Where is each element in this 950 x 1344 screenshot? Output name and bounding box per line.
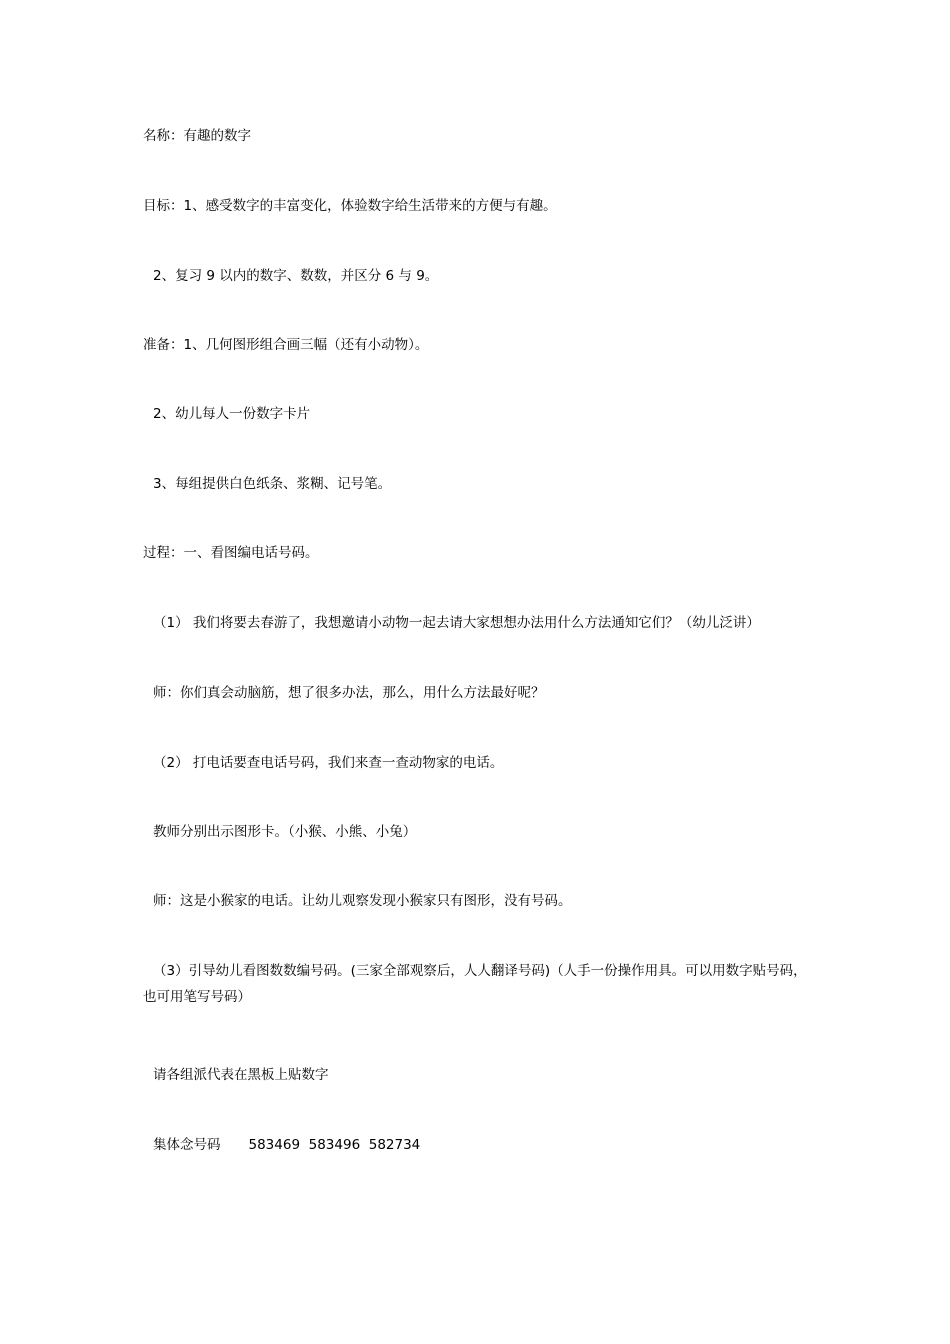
goal-1: 目标：1、感受数字的丰富变化，体验数字给生活带来的方便与有趣。 — [143, 198, 557, 214]
step-2: （2） 打电话要查电话号码，我们来查一查动物家的电话。 — [153, 755, 504, 771]
phone-numbers: 583469 583496 582734 — [248, 1137, 421, 1153]
prep-1: 准备：1、几何图形组合画三幅（还有小动物）。 — [143, 337, 429, 353]
teacher-line-2: 师：这是小猴家的电话。让幼儿观察发现小猴家只有图形，没有号码。 — [153, 893, 572, 909]
group-reps: 请各组派代表在黑板上贴数字 — [153, 1067, 329, 1083]
prep-3: 3、每组提供白色纸条、浆糊、记号笔。 — [153, 476, 392, 492]
step-3: （3）引导幼儿看图数数编号码。(三家全部观察后，人人翻译号码)（人手一份操作用具。可以用数字贴号码，也可用笔写号码） — [143, 963, 807, 1005]
lesson-title: 名称：有趣的数字 — [143, 128, 251, 144]
read-label: 集体念号码 — [153, 1137, 221, 1153]
goal-2: 2、复习 9 以内的数字、数数，并区分 6 与 9。 — [153, 268, 439, 284]
step-1: （1） 我们将要去春游了，我想邀请小动物一起去请大家想想办法用什么方法通知它们？（幼儿泛讲） — [153, 615, 760, 631]
process-heading: 过程：一、看图编电话号码。 — [143, 545, 319, 561]
prep-2: 2、幼儿每人一份数字卡片 — [153, 406, 311, 422]
teacher-line-1: 师：你们真会动脑筋，想了很多办法，那么，用什么方法最好呢？ — [153, 685, 545, 701]
read-numbers-row — [153, 1132, 823, 1158]
teacher-show-cards: 教师分别出示图形卡。（小猴、小熊、小兔） — [153, 824, 417, 840]
